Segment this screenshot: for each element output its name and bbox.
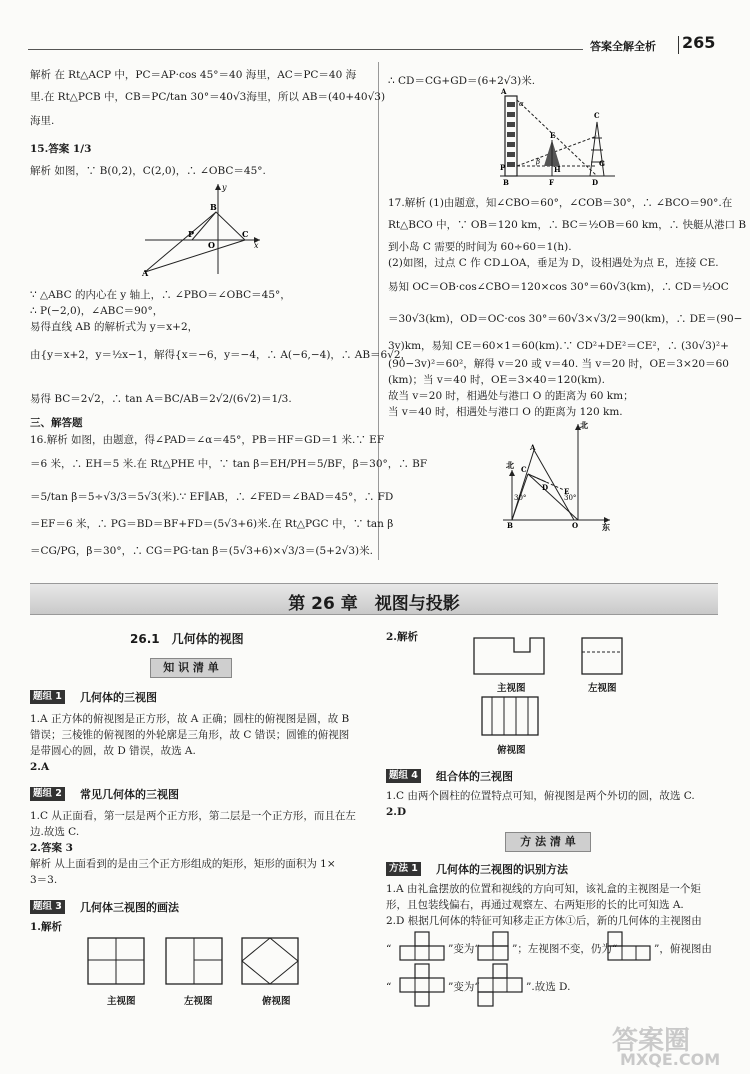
rq2-caption-front: 主视图 — [497, 683, 526, 694]
q15-line5: 由{y＝x+2，y＝½x−1，解得{x＝−6，y＝−4，∴ A(−6,−4)，∴ AB＝6√2， — [30, 349, 412, 361]
group1-title: 几何体的三视图 — [80, 691, 157, 704]
q17-line2: Rt△BCO 中，∵ OB＝120 km，∴ BC＝½OB＝60 km，∴ 快艇从港口 B — [388, 219, 747, 231]
q15-coordinate-figure — [140, 182, 265, 277]
q15-answer: 15.答案 1/3 — [30, 143, 92, 155]
m1-q2-changeto2: ”变为“ — [448, 981, 480, 993]
header-title: 答案全解全析 — [590, 40, 656, 53]
g1-q2: 2.A — [30, 761, 50, 773]
g2-q1-line1: 1.C 从正面看，第一层是两个正方形，第二层是一个正方形，而且在左 — [30, 810, 356, 822]
svg-text:D: D — [592, 178, 599, 187]
caption-left-view: 左视图 — [184, 996, 213, 1007]
svg-text:B: B — [507, 521, 513, 530]
q17-line4: (2)如图，过点 C 作 CD⊥OA，垂足为 D，设相遇处为点 E，连接 CE. — [388, 257, 719, 269]
g3-q1: 1.解析 — [30, 921, 62, 933]
m1-q2-topview-text: ”，俯视图由 — [654, 943, 712, 955]
q16-line4: ＝EF＝6 米，∴ PG＝BD＝BF+FD＝(5√3+6)米.在 Rt△PGC 中，∵ tan β — [30, 518, 394, 530]
svg-text:B: B — [210, 202, 217, 212]
q17-line3: 到小岛 C 需要的时间为 60÷60＝1(h). — [388, 241, 572, 253]
g2-q2-line2: 3＝3. — [30, 874, 58, 886]
q17-line8: (90−3v)²＝60²，解得 v＝20 或 v＝40. 当 v＝20 时，OE＝3×20＝60 — [388, 358, 729, 370]
svg-text:东: 东 — [602, 522, 610, 532]
m1-q2-quote1: “ — [386, 943, 392, 955]
q14-line3: 海里. — [30, 115, 55, 127]
q16-building-figure — [500, 88, 620, 188]
q17-line6: ＝30√3(km)，OD＝OC·cos 30°＝60√3×√3/2＝90(km)，∴ DE＝(90− — [388, 313, 743, 325]
q17-line5: 易知 OC＝OB·cos∠CBO＝120×cos 30°＝60√3(km)，∴ CD＝½OC — [388, 281, 729, 293]
rq2-caption-top: 俯视图 — [497, 745, 526, 756]
group4-title: 组合体的三视图 — [436, 770, 513, 783]
m1-q2-line1: 2.D 根据几何体的特征可知移走正方体①后，新的几何体的主视图由 — [386, 915, 702, 927]
group4-tag: 题组 4 — [386, 769, 421, 783]
g1-q1-line2: 错误；三棱锥的俯视图的外轮廓是三角形，故 C 错误；圆锥的俯视图 — [30, 729, 350, 741]
svg-text:C: C — [594, 111, 600, 120]
q2-top-view — [482, 697, 542, 737]
svg-text:x: x — [254, 241, 259, 250]
chapter-title: 第 26 章 视图与投影 — [288, 594, 460, 614]
header-rule — [28, 49, 583, 50]
svg-text:P: P — [188, 229, 195, 239]
svg-text:北: 北 — [506, 460, 514, 470]
m1-q2-quote2: “ — [386, 981, 392, 993]
q15-line3: ∴ P(−2,0)，∠ABC＝90°， — [30, 305, 164, 317]
svg-text:B: B — [503, 178, 509, 187]
q17-line1: 17.解析 (1)由题意，知∠CBO＝60°，∠COB＝30°，∴ ∠BCO＝90°.在 — [388, 197, 733, 209]
column-divider — [378, 62, 379, 560]
section-3-heading: 三、解答题 — [30, 417, 83, 429]
chapter-banner — [30, 583, 718, 615]
svg-text:G: G — [599, 159, 605, 168]
q17-navigation-figure — [498, 420, 618, 530]
svg-text:30°: 30° — [514, 494, 527, 502]
q16-line2: ＝6 米，∴ EH＝5 米.在 Rt△PHE 中，∵ tan β＝EH/PH＝5/BF，β＝30°，∴ BF — [30, 458, 428, 470]
svg-text:A: A — [530, 443, 536, 452]
svg-text:A: A — [142, 268, 149, 278]
q15-line4: 易得直线 AB 的解析式为 y＝x+2， — [30, 321, 199, 333]
group1-tag: 题组 1 — [30, 690, 65, 704]
g1-q1-line1: 1.A 正方体的俯视图是正方形，故 A 正确；圆柱的俯视图是圆，故 B — [30, 713, 350, 725]
method1-tag: 方法 1 — [386, 862, 421, 876]
watermark-logo: 答案圈 — [612, 1026, 691, 1056]
m1-q1-line2: 形，且包装线偏右，再通过观察左、右两矩形的长的比可知选 A. — [386, 899, 684, 911]
svg-text:A: A — [501, 87, 507, 96]
three-views-drawing-left — [88, 938, 308, 988]
q15-line1: 解析 如图，∵ B(0,2)，C(2,0)，∴ ∠OBC＝45°. — [30, 165, 266, 177]
q17-line9: (km)；当 v＝40 时，OE＝3×40＝120(km). — [388, 374, 605, 386]
group3-tag: 题组 3 — [30, 900, 65, 914]
q16-line5: ＝CG/PG，β＝30°，∴ CG＝PG·tan β＝(5√3+6)×√3/3＝(5+2√3)米. — [30, 545, 373, 557]
watermark-url: MXQE.COM — [620, 1050, 721, 1069]
m1-q2-leftview-text: ”；左视图不变，仍为“ — [512, 943, 618, 955]
svg-text:α: α — [519, 100, 524, 108]
m1-top-view-before — [398, 962, 448, 1010]
q16-line3: ＝5/tan β＝5÷√3/3＝5√3(米).∵ EF∥AB，∴ ∠FED＝∠BAD＝45°，∴ FD — [30, 491, 394, 503]
q17-line11: 当 v＝40 时，相遇处与港口 O 的距离为 120 km. — [388, 406, 623, 418]
g2-q1-line2: 边.故选 C. — [30, 826, 80, 838]
m1-left-view — [606, 932, 654, 962]
svg-text:F: F — [549, 178, 554, 187]
q14-line2: 里.在 Rt△PCB 中，CB＝PC/tan 30°＝40√3海里，所以 AB＝(40+40√3) — [30, 91, 386, 103]
m1-front-view-after — [476, 932, 512, 962]
section-26-1-title: 26.1 几何体的视图 — [130, 632, 244, 646]
caption-top-view: 俯视图 — [262, 996, 291, 1007]
group2-title: 常见几何体的三视图 — [80, 788, 179, 801]
g4-q1: 1.C 由两个圆柱的位置特点可知，俯视图是两个外切的圆，故选 C. — [386, 790, 695, 802]
svg-text:E: E — [550, 131, 556, 140]
svg-text:O: O — [572, 521, 579, 530]
svg-text:C: C — [242, 229, 249, 239]
svg-text:30°: 30° — [564, 494, 577, 502]
method-list-label: 方 法 清 单 — [505, 832, 591, 852]
group2-tag: 题组 2 — [30, 787, 65, 801]
q17-line7: 3v)km，易知 CE＝60×1＝60(km).∵ CD²+DE²＝CE²，∴ (30√3)²+ — [388, 340, 729, 352]
g4-q2: 2.D — [386, 806, 407, 818]
svg-text:北: 北 — [580, 420, 588, 430]
svg-text:O: O — [208, 240, 215, 250]
svg-text:P: P — [500, 163, 506, 172]
g2-q2-line1: 解析 从上面看到的是由三个正方形组成的矩形，矩形的面积为 1× — [30, 858, 336, 870]
q14-line1: 解析 在 Rt△ACP 中，PC＝AP·cos 45°＝40 海里，AC＝PC＝40 海 — [30, 69, 357, 81]
svg-text:C: C — [521, 465, 527, 474]
svg-text:D: D — [542, 483, 549, 492]
m1-top-view-after — [476, 962, 526, 1010]
header-separator — [678, 36, 679, 54]
m1-q2-choose-d: ”.故选 D. — [526, 981, 571, 993]
m1-q1-line1: 1.A 由礼盒摆放的位置和视线的方向可知，该礼盒的主视图是一个矩 — [386, 883, 701, 895]
page-number: 265 — [682, 33, 716, 52]
m1-front-view-before — [398, 932, 448, 962]
svg-text:β: β — [536, 158, 541, 166]
g1-q1-line3: 是带圆心的圆，故 D 错误，故选 A. — [30, 745, 196, 757]
rq2-caption-left: 左视图 — [588, 683, 617, 694]
knowledge-list-label: 知 识 清 单 — [150, 658, 232, 678]
caption-front-view: 主视图 — [107, 996, 136, 1007]
m1-q2-changeto1: ”变为“ — [448, 943, 480, 955]
svg-text:H: H — [554, 165, 561, 174]
group3-title: 几何体三视图的画法 — [80, 901, 179, 914]
q15-line6: 易得 BC＝2√2，∴ tan A＝BC/AB＝2√2/(6√2)＝1/3. — [30, 393, 292, 405]
q17-line10: 故当 v＝20 时，相遇处与港口 O 的距离为 60 km； — [388, 390, 634, 402]
q16-right-line: ∴ CD＝CG+GD＝(6+2√3)米. — [388, 75, 536, 87]
svg-text:y: y — [222, 183, 227, 192]
svg-text:E: E — [564, 487, 570, 496]
g2-q2-answer: 2.答案 3 — [30, 842, 73, 854]
q16-line1: 16.解析 如图，由题意，得∠PAD＝∠α＝45°，PB＝HF＝GD＝1 米.∵ EF — [30, 434, 385, 446]
q2-front-left-views — [474, 636, 624, 676]
method1-title: 几何体的三视图的识别方法 — [436, 863, 568, 876]
rq2-label: 2.解析 — [386, 631, 418, 643]
q15-line2: ∵ △ABC 的内心在 y 轴上，∴ ∠PBO＝∠OBC＝45°， — [30, 289, 291, 301]
